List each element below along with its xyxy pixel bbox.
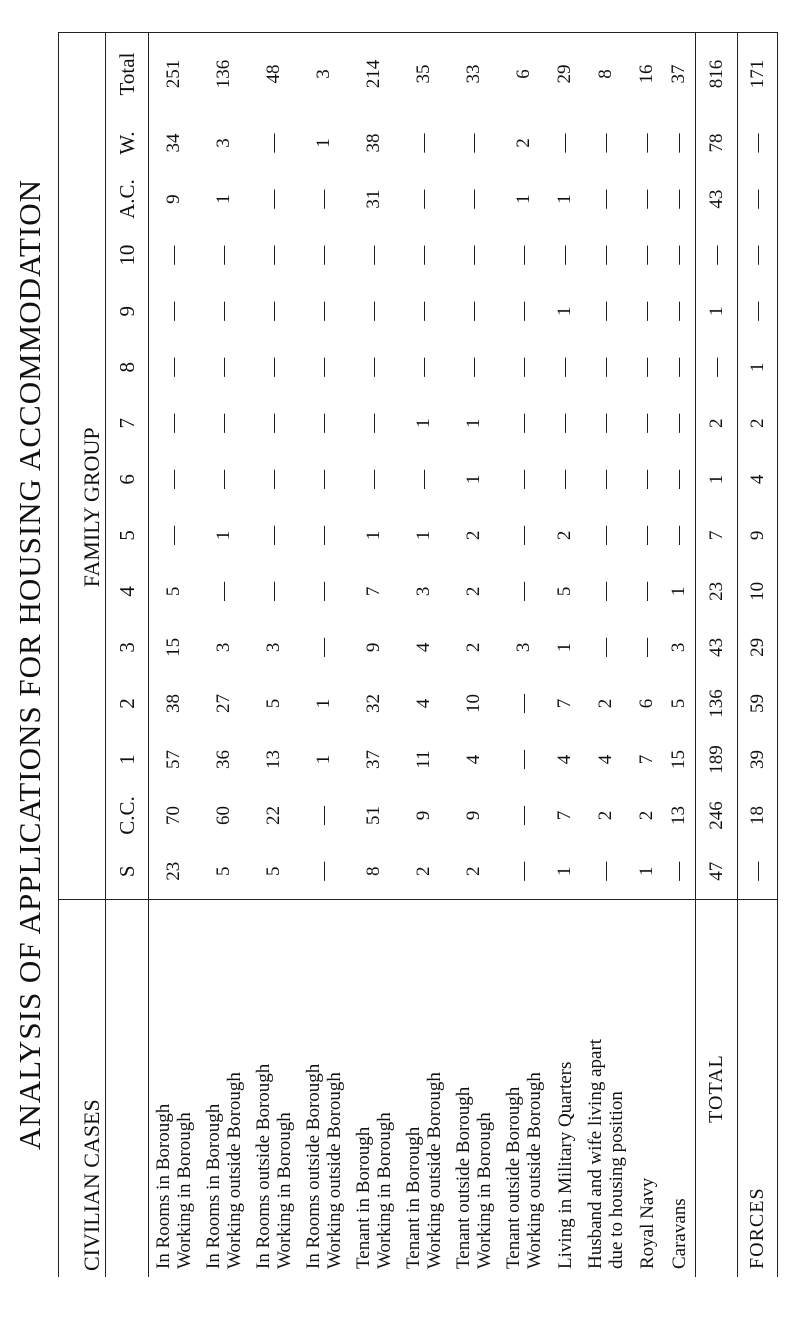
applications-table [58,32,778,1277]
table-cell: — [413,133,435,153]
column-header-blank [106,900,149,1277]
table-cell: 246 [696,788,738,844]
row-label-line: Living in Military Quarters [554,1061,576,1269]
table-cell: — [263,469,285,489]
table-cell: — [554,357,576,377]
table-cell: 1 [463,474,485,485]
table-cell: 1 [554,866,576,877]
row-label [499,900,549,1277]
family-group-header: FAMILY GROUP [59,227,106,787]
table-cell: 32 [363,693,385,713]
table-cell: 43 [696,619,738,675]
table-cell: 43 [696,171,738,227]
table-cell: 13 [263,749,285,769]
table-cell: 37 [663,33,695,116]
table-row [199,33,249,1278]
table-cell: — [313,861,335,881]
table-cell: 48 [249,33,299,116]
row-label [399,900,449,1277]
table-cell: — [263,413,285,433]
table-cell: — [668,861,690,881]
table-cell: 3 [413,586,435,597]
column-header: 9 [106,283,149,339]
table-row [349,33,399,1278]
column-header: 5 [106,507,149,563]
table-cell: — [463,133,485,153]
table-cell: 1 [213,194,235,204]
table-cell: — [668,525,690,545]
table-cell: 1 [696,451,738,507]
table-cell: 9 [163,194,185,204]
table-cell: — [313,525,335,545]
row-label-line: Working in Borough [374,1112,396,1269]
table-cell: 7 [554,810,576,821]
table-cell: — [513,806,535,826]
table-cell: — [554,245,576,265]
table-cell: — [413,189,435,209]
table-cell: — [595,189,617,209]
table-cell: 15 [163,637,185,657]
table-cell: 2 [738,395,778,451]
table-cell: 9 [413,810,435,821]
table-cell: — [636,581,658,601]
table-cell: — [513,693,535,713]
table-cell: — [263,525,285,545]
row-label-line: Caravans [668,1198,690,1269]
table-cell: — [213,581,235,601]
table-cell: — [513,581,535,601]
table-cell: — [696,227,738,283]
table-cell: 59 [738,675,778,731]
table-row [399,33,449,1278]
table-cell: — [668,133,690,153]
row-label-line: Working outside Borough [424,1072,446,1269]
table-cell: — [513,413,535,433]
table-cell: 11 [413,750,435,769]
table-cell: — [668,413,690,433]
header-spacer [59,788,106,900]
table-cell: 8 [363,866,385,877]
table-cell: — [554,469,576,489]
table-cell: 5 [554,586,576,597]
table-cell: 1 [554,194,576,204]
row-label-line: Tenant outside Borough [453,1086,475,1269]
column-header: 7 [106,395,149,451]
column-header: 8 [106,339,149,395]
table-cell: 7 [554,698,576,709]
row-label-line: Working in Borough [474,1112,496,1269]
table-cell: 3 [263,642,285,653]
row-label-line: In Rooms outside Borough [253,1063,275,1269]
table-cell: — [636,525,658,545]
table-cell: — [554,413,576,433]
table-cell: — [213,469,235,489]
table-cell: — [363,413,385,433]
column-header: 10 [106,227,149,283]
table-cell: 1 [696,283,738,339]
table-cell: — [463,301,485,321]
table-cell: — [595,245,617,265]
table-cell: 2 [595,810,617,821]
row-label [449,900,499,1277]
table-cell: — [636,245,658,265]
table-cell: — [513,301,535,321]
table-cell: 1 [554,642,576,653]
table-cell: — [313,413,335,433]
row-label-line: Tenant in Borough [353,1126,375,1269]
table-cell: 4 [554,754,576,765]
table-cell: 1 [213,530,235,541]
column-header: C.C. [106,788,149,844]
table-cell: 23 [163,861,185,881]
table-cell: 4 [413,698,435,709]
table-row [299,33,349,1278]
table-cell: 9 [363,642,385,653]
table-cell: 10 [738,563,778,619]
table-cell: — [595,525,617,545]
table-cell: 2 [636,810,658,821]
row-label-line: Working in Borough [174,1112,196,1269]
table-cell: — [636,469,658,489]
table-cell: 1 [636,866,658,877]
row-label-line: Working outside Borough [224,1072,246,1269]
table-cell: 9 [738,507,778,563]
table-cell: 2 [463,642,485,653]
table-cell: 1 [738,339,778,395]
table-cell: — [668,357,690,377]
table-cell: 78 [696,115,738,171]
row-label [199,900,249,1277]
table-cell: — [163,357,185,377]
table-cell: — [668,245,690,265]
row-label [249,900,299,1277]
table-cell: — [595,581,617,601]
table-cell: 5 [668,698,690,709]
table-cell: 47 [696,844,738,900]
table-cell: 8 [581,33,631,116]
column-header: W. [106,115,149,171]
table-cell: 3 [513,642,535,653]
table-cell: 37 [363,749,385,769]
table-cell: 4 [595,754,617,765]
table-cell: — [636,301,658,321]
corner-label: CIVILIAN CASES [59,900,106,1277]
table-cell: 4 [738,451,778,507]
table-cell: 1 [313,754,335,765]
table-cell: — [595,133,617,153]
table-cell: 1 [668,586,690,597]
table-cell: 5 [263,866,285,877]
table-cell: — [595,413,617,433]
table-cell: 7 [363,586,385,597]
table-cell: 1 [554,306,576,316]
table-cell: 2 [463,866,485,877]
table-cell: 2 [696,395,738,451]
table-cell: — [513,357,535,377]
table-cell: — [738,227,778,283]
table-cell: 27 [213,693,235,713]
table-cell: 7 [636,754,658,765]
table-cell: — [738,283,778,339]
table-cell: — [213,245,235,265]
table-cell: 816 [696,33,738,116]
header-spacer [59,33,106,116]
table-cell: — [263,581,285,601]
table-cell: 2 [595,698,617,709]
table-cell: — [163,245,185,265]
table-cell: 36 [213,749,235,769]
table-cell: — [463,357,485,377]
table-cell: — [263,357,285,377]
table-cell: — [513,525,535,545]
table-cell: 18 [738,788,778,844]
column-header: 3 [106,619,149,675]
table-row [149,33,200,1278]
table-cell: 34 [163,133,185,153]
row-label-line: In Rooms in Borough [203,1103,225,1269]
column-header: 2 [106,675,149,731]
table-cell: — [413,469,435,489]
table-cell: 35 [399,33,449,116]
header-spacer [59,115,106,227]
column-header: Total [106,33,149,116]
row-label: FORCES [738,900,778,1277]
table-cell: — [595,637,617,657]
row-label [299,900,349,1277]
table-cell: 57 [163,749,185,769]
row-label [581,900,631,1277]
table-cell: — [513,469,535,489]
table-cell: — [413,301,435,321]
table-cell: 214 [349,33,399,116]
table-cell: 70 [163,806,185,826]
table-cell: — [595,861,617,881]
table-cell: 22 [263,806,285,826]
table-cell: 2 [463,530,485,541]
table-cell: — [363,357,385,377]
table-cell: — [636,357,658,377]
table-cell: — [213,357,235,377]
table-cell: — [413,245,435,265]
table-row [631,33,663,1278]
table-cell: 23 [696,563,738,619]
table-cell: — [513,749,535,769]
table-cell: 3 [213,642,235,653]
table-cell: — [263,189,285,209]
table-cell: 38 [163,693,185,713]
table-cell: — [668,469,690,489]
table-cell: 13 [668,806,690,826]
column-header: A.C. [106,171,149,227]
table-cell: 251 [149,33,200,116]
table-cell: 29 [738,619,778,675]
row-label: TOTAL [696,900,738,1277]
column-header: 4 [106,563,149,619]
table-cell: 136 [199,33,249,116]
table-cell: — [668,301,690,321]
table-cell: 2 [413,866,435,877]
table-cell: — [313,469,335,489]
table-cell: — [313,245,335,265]
row-label-line: Working in Borough [274,1112,296,1269]
table-cell: — [163,469,185,489]
column-header: 6 [106,451,149,507]
table-cell: — [636,189,658,209]
table-cell: 1 [513,194,535,204]
column-header: S [106,844,149,900]
row-label-line: In Rooms outside Borough [303,1063,325,1269]
table-cell: 5 [163,586,185,597]
row-label-line: Tenant outside Borough [503,1086,525,1269]
table-cell: — [213,301,235,321]
table-cell: 1 [363,530,385,541]
table-cell: 2 [554,530,576,541]
table-cell: — [696,339,738,395]
table-cell: 3 [299,33,349,116]
table-cell: — [363,469,385,489]
row-label-line: Royal Navy [636,1177,658,1269]
table-row [549,33,581,1278]
table-cell: 1 [413,418,435,429]
table-cell: — [363,301,385,321]
table-cell: — [313,189,335,209]
table-cell: 31 [363,189,385,209]
table-cell: — [738,844,778,900]
table-row [663,33,695,1278]
table-cell: — [463,189,485,209]
table-cell: 189 [696,731,738,787]
table-row [249,33,299,1278]
table-cell: 15 [668,749,690,769]
table-cell: 9 [463,810,485,821]
table-cell: 4 [413,642,435,653]
table-cell: — [163,413,185,433]
table-cell: — [636,413,658,433]
table-cell: — [738,171,778,227]
table-cell: 39 [738,731,778,787]
row-label-line: In Rooms in Borough [153,1103,175,1269]
table-cell: 171 [738,33,778,116]
column-header: 1 [106,731,149,787]
table-cell: 1 [413,530,435,541]
row-label-line: Working outside Borough [524,1072,546,1269]
table-cell: 136 [696,675,738,731]
table-cell: 60 [213,806,235,826]
table-cell: — [313,806,335,826]
table-cell: — [313,637,335,657]
table-cell: 16 [631,33,663,116]
table-cell: — [313,301,335,321]
table-cell: — [263,245,285,265]
table-cell: 3 [668,642,690,653]
table-cell: 1 [463,418,485,429]
table-cell: 5 [263,698,285,709]
table-cell: 6 [499,33,549,116]
table-cell: — [163,301,185,321]
table-cell: — [668,189,690,209]
table-cell: — [163,525,185,545]
table-cell: 33 [449,33,499,116]
table-cell: 6 [636,698,658,709]
table-cell: — [595,301,617,321]
table-cell: — [313,357,335,377]
table-cell: — [413,357,435,377]
table-cell: — [513,861,535,881]
table-cell: — [636,637,658,657]
table-cell: 51 [363,806,385,826]
table-cell: 5 [213,866,235,877]
row-label [149,900,200,1277]
table-cell: 7 [696,507,738,563]
table-cell: — [738,115,778,171]
table-cell: — [554,133,576,153]
table-cell: — [263,133,285,153]
table-cell: 38 [363,133,385,153]
table-cell: 29 [549,33,581,116]
table-cell: — [213,413,235,433]
table-cell: — [595,357,617,377]
page-title: ANALYSIS OF APPLICATIONS FOR HOUSING ACCOMMODATION [12,179,47,1150]
table-cell: — [313,581,335,601]
row-label [349,900,399,1277]
table-cell: — [636,133,658,153]
table-cell: — [595,469,617,489]
table-cell: 4 [463,754,485,765]
row-label-line: Working outside Borough [324,1072,346,1269]
table-cell: — [463,245,485,265]
table-cell: 2 [513,138,535,148]
table-cell: 3 [213,138,235,148]
row-label-line: Husband and wife living apart [585,1038,607,1269]
table-cell: 2 [463,586,485,597]
table-cell: — [513,245,535,265]
total-row [696,33,738,1278]
table-row [449,33,499,1278]
row-label [549,900,581,1277]
row-label [631,900,663,1277]
table-cell: — [363,245,385,265]
table-row [499,33,549,1278]
table-cell: 1 [313,138,335,148]
table-cell: 1 [313,698,335,709]
row-label-line: due to housing position [606,1091,628,1269]
table-cell: — [263,301,285,321]
row-label [663,900,695,1277]
row-label-line: Tenant in Borough [403,1126,425,1269]
forces-row [738,33,778,1278]
table-cell: 10 [463,693,485,713]
table-row [581,33,631,1278]
